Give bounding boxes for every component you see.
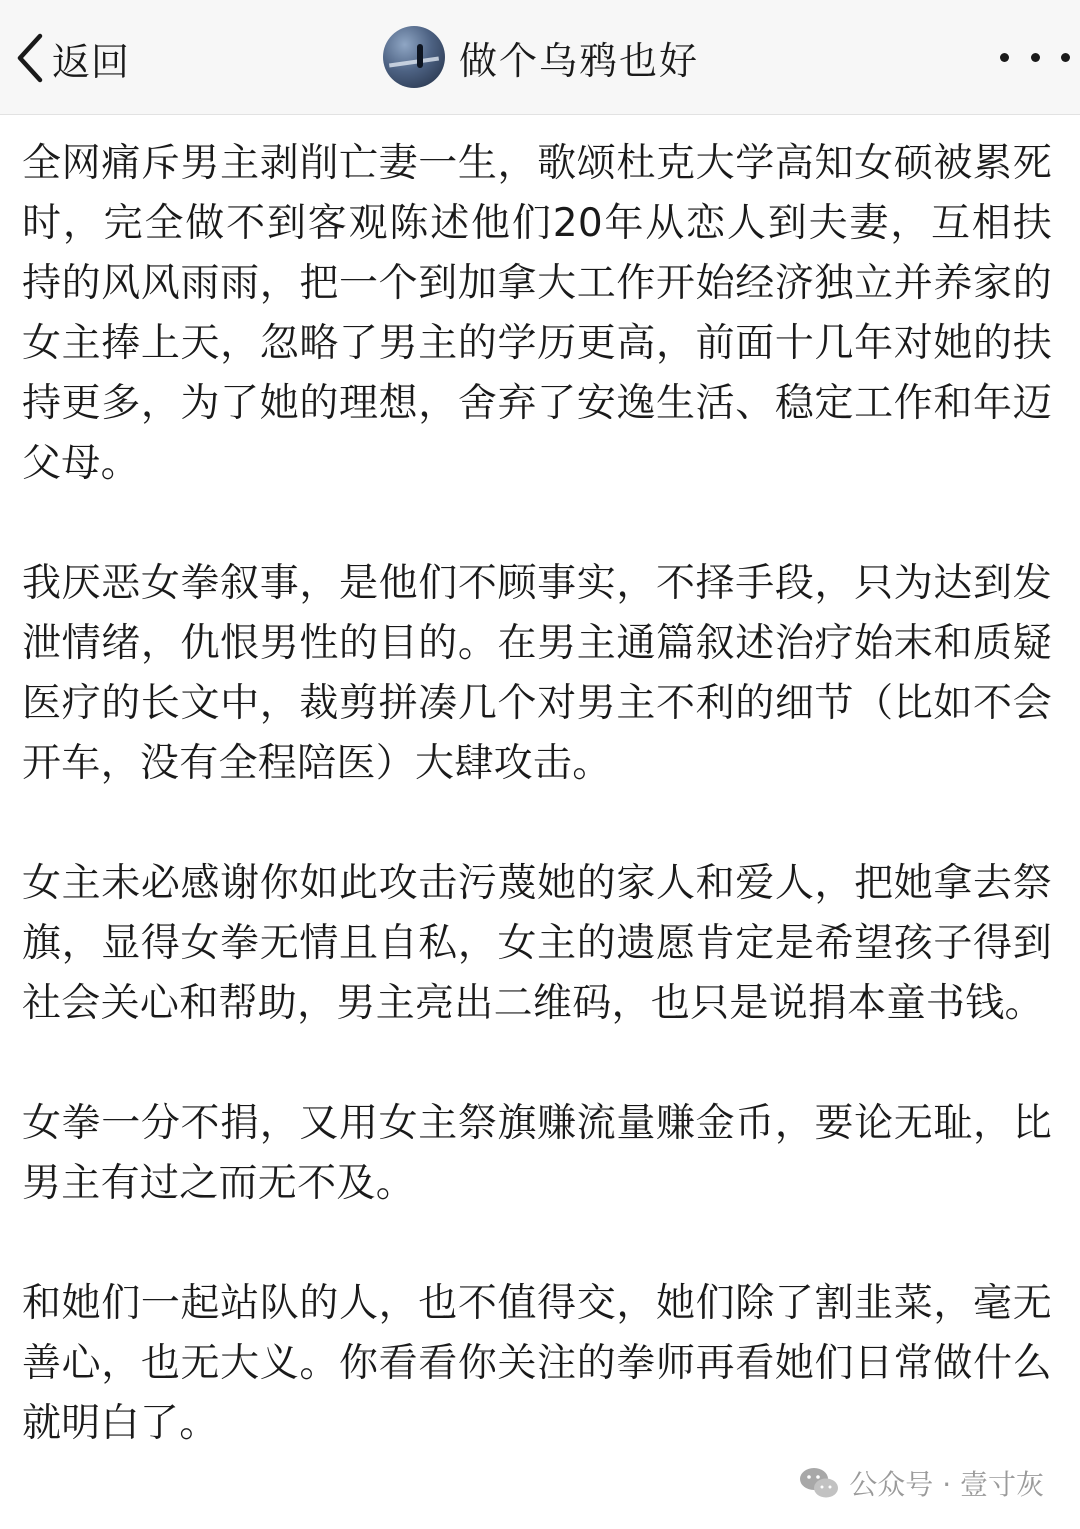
watermark <box>799 1463 1044 1503</box>
back-label: 返回 <box>52 39 131 84</box>
post-content <box>22 134 1052 1514</box>
more-dots-icon[interactable] <box>1000 42 1070 72</box>
post-paragraph: 女拳一分不捐，又用女主祭旗赚流量赚金币，要论无耻，比男主有过之而无不及。 <box>22 1101 1052 1206</box>
wechat-icon <box>799 1466 839 1500</box>
post-paragraph: 女主未必感谢你如此攻击污蔑她的家人和爱人，把她拿去祭旗，显得女拳无情且自私，女主的遗愿肯定是希望孩子得到社会关心和帮助，男主亮出二维码，也只是说捐本童书钱。 <box>22 861 1052 1026</box>
avatar[interactable] <box>383 26 445 88</box>
account-header[interactable] <box>383 26 699 88</box>
back-button[interactable] <box>14 28 130 88</box>
watermark-text: 公众号 · 壹寸灰 <box>849 1468 1044 1501</box>
post-paragraph: 我厌恶女拳叙事，是他们不顾事实，不择手段，只为达到发泄情绪，仇恨男性的目的。在男主通篇叙述治疗始末和质疑医疗的长文中，裁剪拼凑几个对男主不利的细节（比如不会开车，没有全程陪医）大肆攻击。 <box>22 561 1052 786</box>
top-navigation-bar <box>0 0 1080 115</box>
post-paragraph: 全网痛斥男主剥削亡妻一生，歌颂杜克大学高知女硕被累死时，完全做不到客观陈述他们20年从恋人到夫妻，互相扶持的风风雨雨，把一个到加拿大工作开始经济独立并养家的女主捧上天，忽略了男主的学历更高，前面十几年对她的扶持更多，为了她的理想，舍弃了安逸生活、稳定工作和年迈父母。 <box>22 141 1052 486</box>
account-name: 做个乌鸦也好 <box>459 38 700 83</box>
post-paragraph: 和她们一起站队的人，也不值得交，她们除了割韭菜，毫无善心，也无大义。你看看你关注的拳师再看她们日常做什么就明白了。 <box>22 1281 1052 1446</box>
chevron-left-icon <box>14 32 44 84</box>
